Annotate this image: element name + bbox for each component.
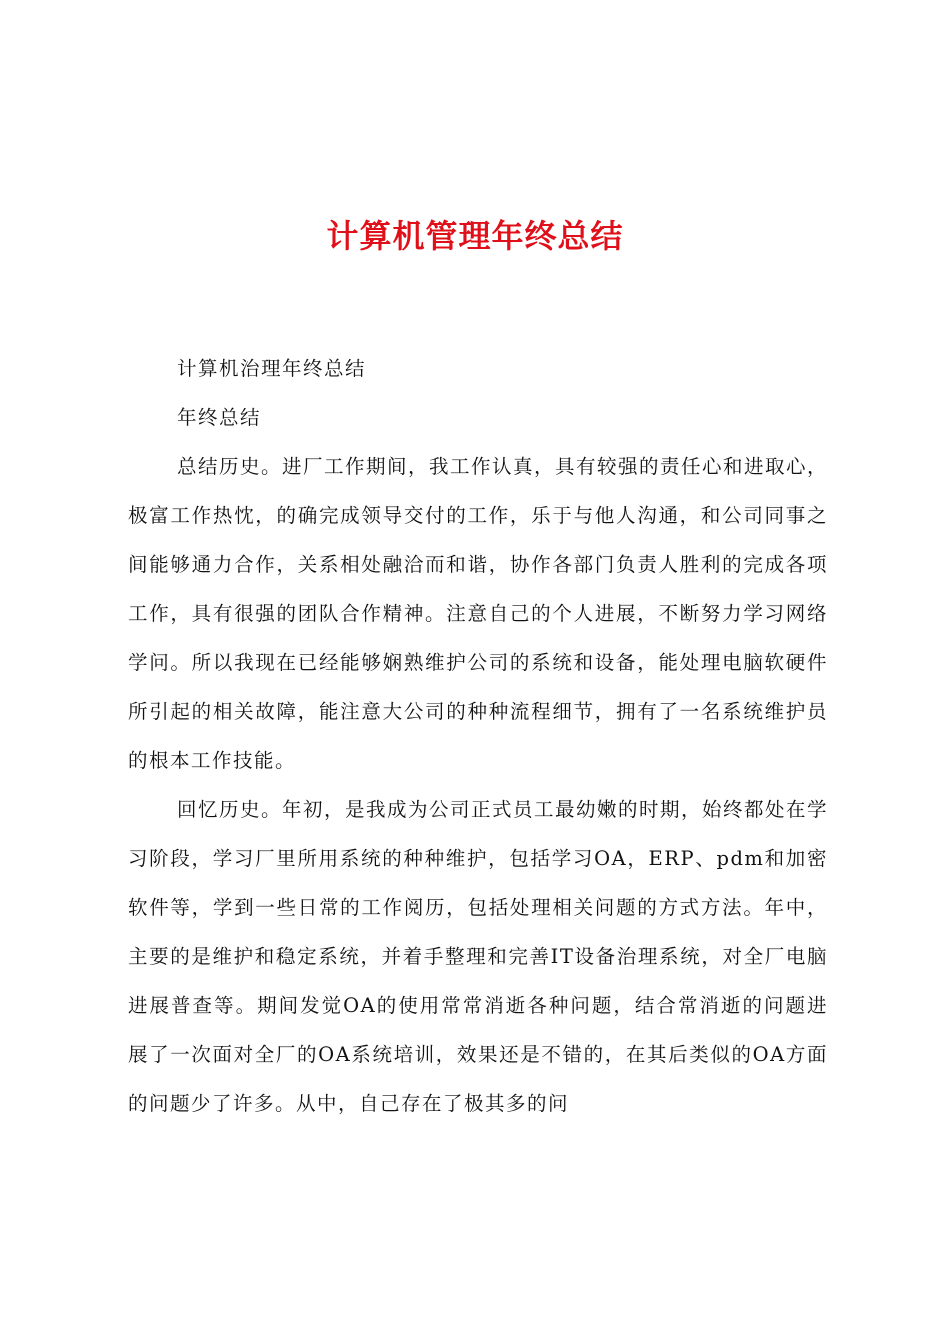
paragraph-review-history: 回忆历史。年初，是我成为公司正式员工最幼嫩的时期，始终都处在学习阶段，学习厂里所用系统的种种维护，包括学习OA，ERP、pdm和加密软件等，学到一些日常的工作阅历，包括处理相关问题的方式方法。年中，主要的是维护和稳定系统，并着手整理和完善IT设备治理系统，对全厂电脑进展普查等。期间发觉OA的使用常常消逝各种问题，结合常消逝的问题进展了一次面对全厂的OA系统培训，效果还是不错的，在其后类似的OA方面的问题少了许多。从中，自己存在了极其多的问 bbox=[128, 798, 829, 1115]
paragraph-heading: 年终总结 bbox=[177, 406, 262, 429]
document-body bbox=[128, 344, 828, 1128]
paragraph-summary-history: 总结历史。进厂工作期间，我工作认真，具有较强的责任心和进取心，极富工作热忱，的确完成领导交付的工作，乐于与他人沟通，和公司同事之间能够通力合作，关系相处融洽而和谐，协作各部门负责人胜利的完成各项工作，具有很强的团队合作精神。注意自己的个人进展，不断努力学习网络学问。所以我现在已经能够娴熟维护公司的系统和设备，能处理电脑软硬件所引起的相关故障，能注意大公司的种种流程细节，拥有了一名系统维护员的根本工作技能。 bbox=[128, 455, 829, 772]
paragraph-subtitle: 计算机治理年终总结 bbox=[177, 357, 367, 380]
document-title: 计算机管理年终总结 bbox=[326, 217, 624, 255]
